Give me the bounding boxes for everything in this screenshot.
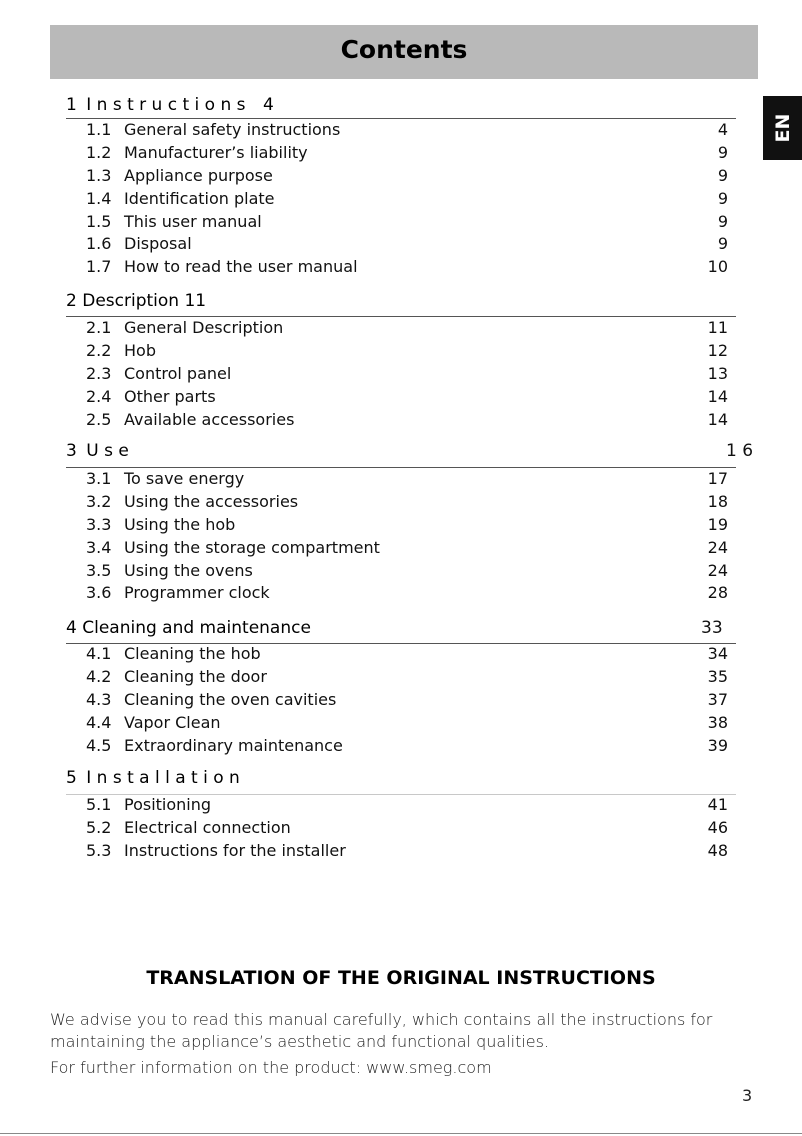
toc-entry[interactable] <box>86 119 730 141</box>
section-number: 3 <box>66 441 77 461</box>
entry-title: Control panel <box>124 364 232 383</box>
entry-title: Disposal <box>124 234 192 253</box>
advice-line: maintaining the appliance’s aesthetic and functional qualities. <box>50 1032 550 1051</box>
entry-title: Using the storage compartment <box>124 538 380 557</box>
entry-number: 3.4 <box>86 538 112 557</box>
entry-number: 1.2 <box>86 143 112 162</box>
toc-entry[interactable] <box>86 735 730 757</box>
entry-page: 35 <box>707 667 728 686</box>
entry-title: Hob <box>124 341 156 360</box>
toc-entry[interactable] <box>86 840 730 862</box>
entry-title: To save energy <box>124 469 245 488</box>
entry-page: 11 <box>707 318 728 337</box>
entry-page: 41 <box>707 795 728 814</box>
language-label: EN <box>771 113 794 143</box>
section-title: I n s t a l l a t i o n <box>86 768 240 788</box>
entry-number: 1.1 <box>86 120 112 139</box>
entry-number: 3.5 <box>86 561 112 580</box>
entry-page: 14 <box>707 410 728 429</box>
entry-title: Programmer clock <box>124 583 270 602</box>
section-number: 4 <box>66 618 77 638</box>
entry-number: 4.4 <box>86 713 112 732</box>
toc-entry[interactable] <box>86 233 730 255</box>
entry-title: Electrical connection <box>124 818 291 837</box>
entry-title: How to read the user manual <box>124 257 358 276</box>
product-info-line: For further information on the product: www.smeg.com <box>50 1058 492 1077</box>
entry-page: 9 <box>717 189 728 208</box>
toc-entry[interactable] <box>86 514 730 536</box>
entry-page: 24 <box>707 538 728 557</box>
header-band <box>50 25 758 79</box>
translation-title: TRANSLATION OF THE ORIGINAL INSTRUCTIONS <box>146 967 656 989</box>
section-page: 33 <box>701 618 723 638</box>
entry-page: 28 <box>707 583 728 602</box>
toc-entry[interactable] <box>86 317 730 339</box>
entry-title: Using the hob <box>124 515 236 534</box>
section-page: 11 <box>184 291 207 311</box>
entry-title: Positioning <box>124 795 212 814</box>
entry-page: 10 <box>707 257 728 276</box>
entry-title: Cleaning the oven cavities <box>124 690 337 709</box>
entry-number: 4.5 <box>86 736 112 755</box>
toc-entry[interactable] <box>86 142 730 164</box>
entry-number: 5.3 <box>86 841 112 860</box>
entry-page: 19 <box>707 515 728 534</box>
toc-entry[interactable] <box>86 582 730 604</box>
toc-section-2-heading[interactable] <box>66 290 736 312</box>
toc-entry[interactable] <box>86 409 730 431</box>
entry-number: 2.3 <box>86 364 112 383</box>
entry-page: 38 <box>707 713 728 732</box>
section-title: I n s t r u c t i o n s <box>86 95 246 115</box>
entry-number: 2.2 <box>86 341 112 360</box>
toc-entry[interactable] <box>86 468 730 490</box>
entry-number: 2.4 <box>86 387 112 406</box>
entry-title: This user manual <box>124 212 262 231</box>
entry-title: Available accessories <box>124 410 295 429</box>
entry-title: Appliance purpose <box>124 166 273 185</box>
entry-number: 1.6 <box>86 234 112 253</box>
entry-page: 34 <box>707 644 728 663</box>
entry-number: 2.5 <box>86 410 112 429</box>
entry-title: General Description <box>124 318 284 337</box>
entry-page: 9 <box>717 234 728 253</box>
entry-title: Using the accessories <box>124 492 299 511</box>
section-number: 1 <box>66 95 77 115</box>
entry-number: 3.3 <box>86 515 112 534</box>
entry-number: 2.1 <box>86 318 112 337</box>
section-page: 1 6 <box>726 441 754 461</box>
entry-number: 3.2 <box>86 492 112 511</box>
entry-page: 9 <box>717 212 728 231</box>
entry-number: 1.3 <box>86 166 112 185</box>
entry-title: Cleaning the hob <box>124 644 261 663</box>
entry-title: Manufacturer’s liability <box>124 143 308 162</box>
toc-entry[interactable] <box>86 643 730 665</box>
section-title: Description <box>82 291 180 311</box>
toc-entry[interactable] <box>86 165 730 187</box>
entry-page: 4 <box>717 120 728 139</box>
toc-entry[interactable] <box>86 712 730 734</box>
entry-page: 18 <box>707 492 728 511</box>
entry-title: Instructions for the installer <box>124 841 346 860</box>
entry-page: 17 <box>707 469 728 488</box>
page-number: 3 <box>742 1086 753 1105</box>
entry-number: 1.4 <box>86 189 112 208</box>
entry-number: 4.1 <box>86 644 112 663</box>
toc-entry[interactable] <box>86 188 730 210</box>
entry-number: 3.6 <box>86 583 112 602</box>
entry-page: 46 <box>707 818 728 837</box>
bottom-divider <box>0 1133 802 1134</box>
section-number: 2 <box>66 291 77 311</box>
entry-page: 9 <box>717 143 728 162</box>
toc-entry[interactable] <box>86 363 730 385</box>
section-title: U s e <box>86 441 129 461</box>
toc-section-3-heading[interactable] <box>66 440 736 462</box>
toc-entry[interactable] <box>86 666 730 688</box>
toc-entry[interactable] <box>86 386 730 408</box>
language-tab <box>763 96 802 160</box>
entry-title: Vapor Clean <box>124 713 221 732</box>
entry-title: Identification plate <box>124 189 275 208</box>
section-title: Cleaning and maintenance <box>82 618 311 638</box>
toc-entry[interactable] <box>86 491 730 513</box>
toc-entry[interactable] <box>86 256 730 278</box>
entry-page: 13 <box>707 364 728 383</box>
entry-title: General safety instructions <box>124 120 341 139</box>
toc-entry[interactable] <box>86 340 730 362</box>
entry-page: 24 <box>707 561 728 580</box>
toc-entry[interactable] <box>86 689 730 711</box>
toc-entry[interactable] <box>86 211 730 233</box>
entry-number: 5.2 <box>86 818 112 837</box>
entry-title: Using the ovens <box>124 561 253 580</box>
toc-section-5-heading[interactable] <box>66 767 736 789</box>
toc-entry[interactable] <box>86 560 730 582</box>
entry-number: 1.7 <box>86 257 112 276</box>
entry-number: 1.5 <box>86 212 112 231</box>
toc-section-1-heading[interactable] <box>66 94 736 116</box>
entry-title: Extraordinary maintenance <box>124 736 343 755</box>
entry-page: 48 <box>707 841 728 860</box>
entry-page: 12 <box>707 341 728 360</box>
section-number: 5 <box>66 768 77 788</box>
entry-title: Other parts <box>124 387 216 406</box>
entry-number: 4.2 <box>86 667 112 686</box>
entry-title: Cleaning the door <box>124 667 267 686</box>
entry-number: 4.3 <box>86 690 112 709</box>
toc-section-4-heading[interactable] <box>66 617 736 639</box>
page-title: Contents <box>340 35 468 64</box>
entry-page: 37 <box>707 690 728 709</box>
toc-entry[interactable] <box>86 794 730 816</box>
entry-page: 14 <box>707 387 728 406</box>
entry-page: 39 <box>707 736 728 755</box>
entry-page: 9 <box>717 166 728 185</box>
toc-entry[interactable] <box>86 817 730 839</box>
entry-number: 3.1 <box>86 469 112 488</box>
toc-entry[interactable] <box>86 537 730 559</box>
advice-line: We advise you to read this manual carefully, which contains all the instructions for <box>50 1010 713 1029</box>
entry-number: 5.1 <box>86 795 112 814</box>
section-page: 4 <box>262 95 274 115</box>
